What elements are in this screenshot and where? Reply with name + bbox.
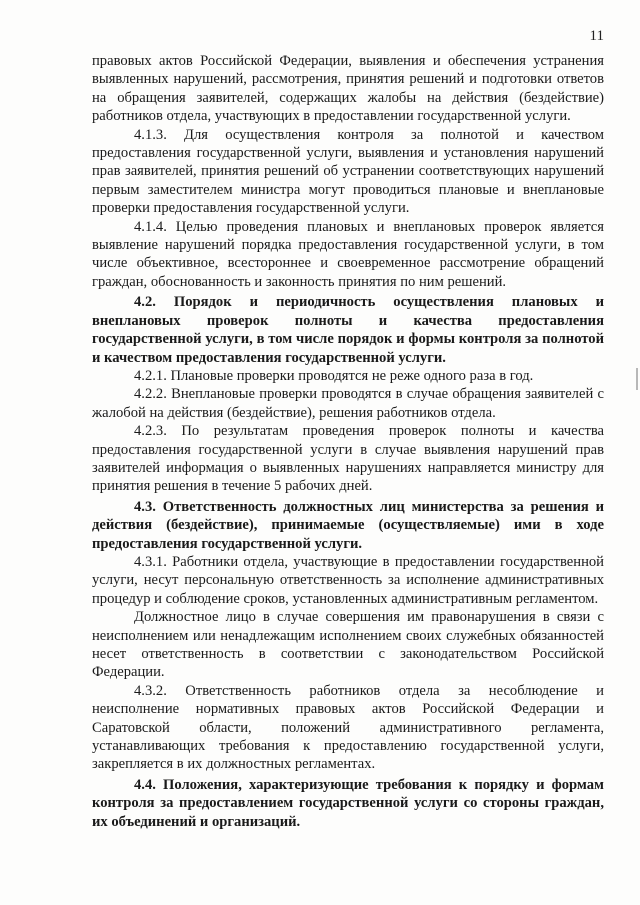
document-body [92, 52, 604, 831]
section-heading-4-2: 4.2. Порядок и периодичность осуществления плановых и внеплановых проверок полноты и качества предоставления государственной услуги, в том числе порядок и формы контроля за полнотой и качеством предоставления государственной услуги. [92, 294, 604, 366]
section-heading-4-3: 4.3. Ответственность должностных лиц министерства за решения и действия (бездействие), принимаемые (осуществляемые) ими в ходе предоставления государственной услуги. [92, 498, 604, 552]
section-heading-4-4: 4.4. Положения, характеризующие требования к порядку и формам контроля за предоставлением государственной услуги со стороны граждан, их объединений и организаций. [92, 776, 604, 830]
paragraph-4-2-3: 4.2.3. По результатам проведения проверок полноты и качества предоставления государственной услуги в случае выявления нарушений прав заявителей информация о выявленных нарушениях направляется министру для принятия решения в течение 5 рабочих дней. [92, 423, 604, 495]
paragraph-4-2-1: 4.2.1. Плановые проверки проводятся не реже одного раза в год. [134, 367, 534, 384]
paragraph-4-3-2: 4.3.2. Ответственность работников отдела за несоблюдение и неисполнение нормативных правовых актов Российской Федерации и Саратовской области, положений административного регламента, устанавливающих требования к предоставлению государственной услуги, закрепляется в их должностных регламентах. [92, 682, 604, 773]
paragraph-4-1-4: 4.1.4. Целью проведения плановых и внеплановых проверок является выявление нарушений порядка предоставления государственной услуги, в том числе объективное, всестороннее и своевременное рассмотрение обращений граждан, обоснованность и законность принятия по ним решений. [92, 218, 604, 290]
paragraph-4-1-3: 4.1.3. Для осуществления контроля за полнотой и качеством предоставления государственной услуги, выявления и установления нарушений прав заявителей, принятия решений об устранении соответствующих нарушений первым заместителем министра могут проводиться плановые и внеплановые проверки предоставления государственной услуги. [92, 126, 604, 217]
paragraph-4-2-2: 4.2.2. Внеплановые проверки проводятся в случае обращения заявителей с жалобой на действия (бездействие), решения работников отдела. [92, 386, 604, 421]
scan-edge-mark [636, 368, 638, 390]
paragraph-4-3-1: 4.3.1. Работники отдела, участвующие в предоставлении государственной услуги, несут персональную ответственность за исполнение административных процедур и соблюдение сроков, установленных административным регламентом. [92, 553, 604, 607]
paragraph-continuation: правовых актов Российской Федерации, выявления и обеспечения устранения выявленных нарушений, рассмотрения, принятия решений и подготовки ответов на обращения заявителей, содержащих жалобы на действия (бездействие) работников отдела, участвующих в предоставлении государственной услуги. [92, 53, 604, 125]
paragraph-responsibility: Должностное лицо в случае совершения им правонарушения в связи с неисполнением или ненадлежащим исполнением своих служебных обязанностей несет ответственность в соответствии с законодательством Российской Федерации. [92, 609, 604, 681]
page-number: 11 [589, 28, 604, 44]
